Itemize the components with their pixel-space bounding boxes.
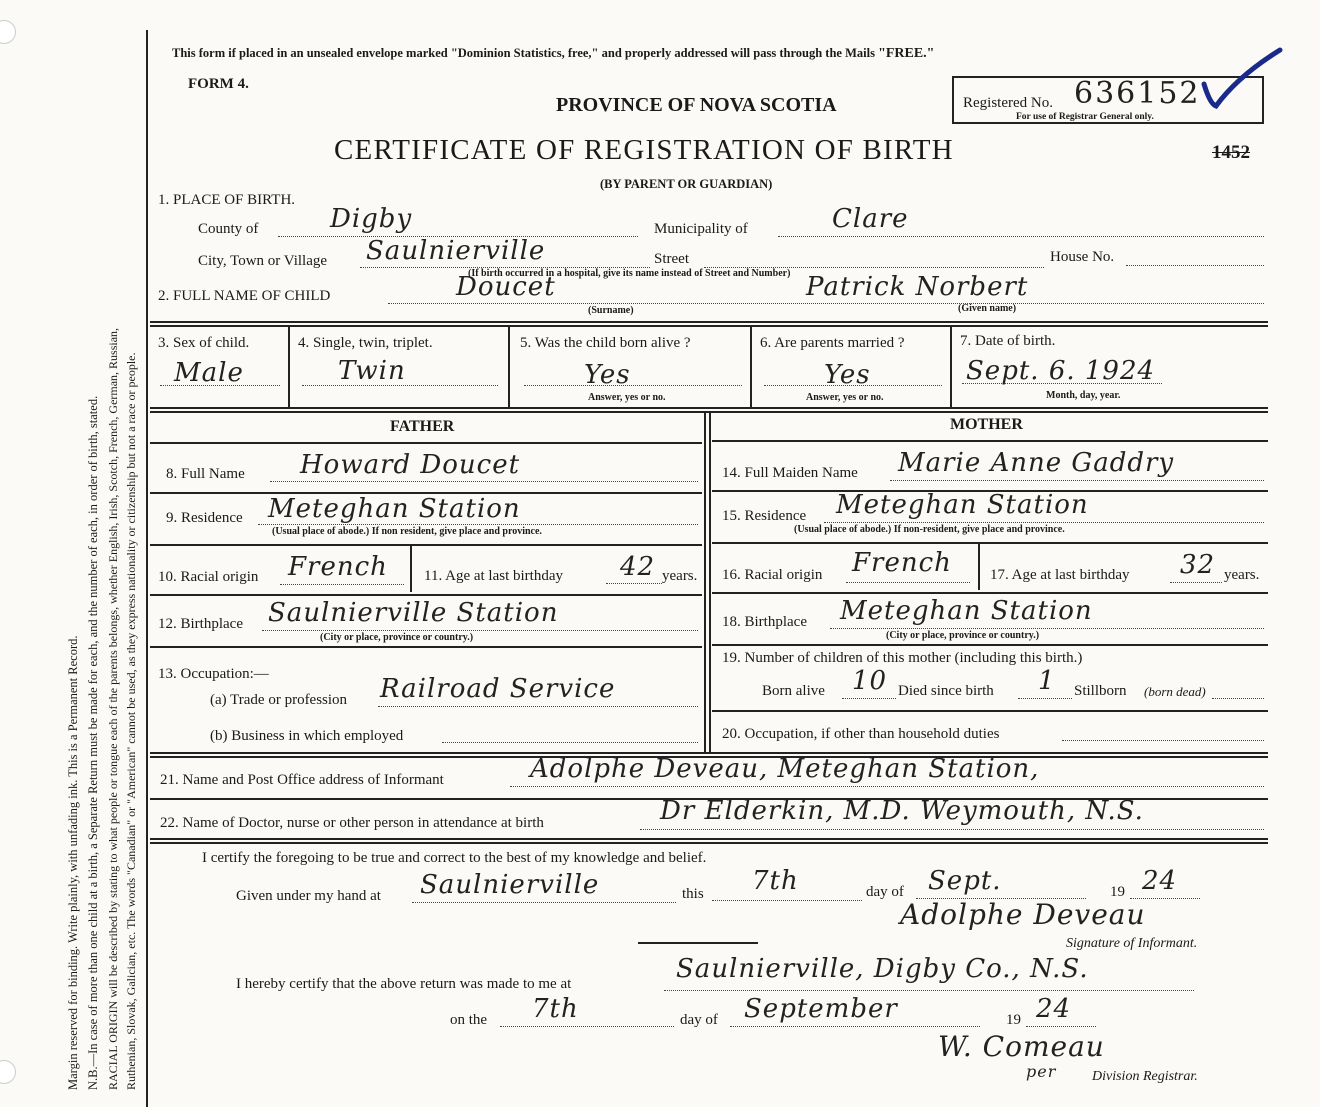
sex-value: Male (174, 358, 244, 388)
punch-hole (0, 20, 16, 44)
certificate-subtitle: (BY PARENT OR GUARDIAN) (600, 177, 773, 191)
father-occupation-label: 13. Occupation:— (158, 666, 269, 682)
hospital-note: (If birth occurred in a hospital, give its name instead of Street and Number) (468, 268, 791, 279)
form-number: FORM 4. (188, 76, 249, 92)
division-registrar-caption: Division Registrar. (1092, 1069, 1198, 1084)
mother-birthplace-value: Meteghan Station (840, 596, 1093, 626)
given-place-value: Saulnierville (420, 870, 600, 900)
date-of-birth-value: Sept. 6. 1924 (966, 356, 1156, 386)
mother-name-label: 14. Full Maiden Name (722, 465, 858, 481)
father-racial-value: French (288, 552, 388, 582)
binding-margin (0, 0, 148, 1107)
municipality-label: Municipality of (654, 221, 748, 237)
mother-age-divider (978, 544, 980, 590)
mother-rule (712, 710, 1268, 712)
row3-divider (508, 327, 510, 407)
born-alive-count-line (842, 698, 896, 699)
county-value: Digby (330, 204, 413, 234)
mother-birthplace-caption: (City or place, province or country.) (886, 630, 1040, 641)
child-given-name: Patrick Norbert (806, 272, 1029, 302)
parents-married-caption: Answer, yes or no. (806, 392, 884, 403)
given-under-hand-label: Given under my hand at (236, 888, 381, 904)
father-rule (150, 544, 702, 546)
margin-rule (146, 30, 148, 1107)
certify-top-rule (150, 838, 1268, 840)
died-value: 1 (1038, 666, 1056, 696)
informant-label: 21. Name and Post Office address of Informant (160, 772, 444, 788)
multiple-birth-value: Twin (338, 356, 406, 386)
doctor-label: 22. Name of Doctor, nurse or other person in attendance at birth (160, 815, 544, 831)
return-year-line (1026, 1026, 1096, 1027)
father-birthplace-caption: (City or place, province or country.) (320, 632, 474, 643)
father-rule (150, 594, 702, 596)
father-age-label: 11. Age at last birthday (424, 568, 563, 584)
month-value: Sept. (928, 866, 1002, 896)
punch-hole (0, 1060, 16, 1084)
mother-racial-value: French (852, 548, 952, 578)
mother-age-label: 17. Age at last birthday (990, 567, 1130, 583)
return-day-value: 7th (532, 994, 579, 1024)
died-line (1018, 698, 1072, 699)
house-line (1126, 265, 1264, 266)
registrar-signature: W. Comeau (938, 1030, 1105, 1063)
father-business-line (442, 742, 698, 743)
born-alive-count-label: Born alive (762, 683, 825, 699)
corner-number: 1452 (1212, 142, 1250, 163)
father-business-label: (b) Business in which employed (210, 728, 404, 744)
mother-children-label: 19. Number of children of this mother (including this birth.) (722, 650, 1083, 666)
born-alive-count-value: 10 (852, 666, 888, 696)
return-day-of-label: day of (680, 1012, 718, 1028)
province-heading: PROVINCE OF NOVA SCOTIA (556, 94, 837, 116)
margin-note-racial: RACIAL ORIGIN will be described by stating to what people or tongue each of the parents belongs, whether English, Irish, Scotch, French, German, Russian, (106, 327, 120, 1090)
separator-rule (638, 942, 758, 944)
informant-signature-caption: Signature of Informant. (1066, 936, 1198, 951)
return-place-line (664, 990, 1194, 991)
stillborn-line (1212, 698, 1264, 699)
house-label: House No. (1050, 249, 1115, 265)
father-heading: FATHER (390, 418, 455, 435)
father-age-line (606, 583, 662, 584)
return-month-value: September (744, 994, 898, 1024)
father-rule (150, 442, 702, 444)
registered-label: Registered No. (963, 95, 1053, 111)
father-age-value: 42 (620, 552, 656, 582)
died-label: Died since birth (898, 683, 994, 699)
father-trade-label: (a) Trade or profession (210, 692, 348, 708)
given-caption: (Given name) (958, 303, 1017, 314)
place-of-birth-heading: 1. PLACE OF BIRTH. (158, 192, 296, 208)
father-name-line (270, 481, 698, 482)
father-racial-label: 10. Racial origin (158, 569, 259, 585)
return-label: I hereby certify that the above return was made to me at (236, 976, 572, 992)
mother-age-line (1170, 582, 1222, 583)
mother-birthplace-line (830, 628, 1264, 629)
registrar-per: per (1026, 1062, 1057, 1081)
child-surname: Doucet (456, 272, 556, 302)
parents-divider-2 (709, 413, 711, 753)
margin-note-racial-2: Ruthenian, Slovak, Galician, etc. The words "Canadian" or "American" cannot be used, as they express nationality or citizenship but not a race or people. (124, 352, 138, 1090)
row3-divider (288, 327, 290, 407)
city-label: City, Town or Village (198, 253, 328, 269)
mother-age-unit: years. (1224, 567, 1260, 583)
registrar-note: For use of Registrar General only. (1016, 112, 1154, 122)
father-age-divider (410, 546, 412, 592)
parents-top-rule (150, 407, 1268, 409)
on-the-label: on the (450, 1012, 488, 1028)
born-alive-answer: Yes (584, 360, 631, 390)
multiple-birth-label: 4. Single, twin, triplet. (298, 335, 433, 351)
stillborn-note: (born dead) (1144, 684, 1206, 699)
father-name-label: 8. Full Name (166, 466, 245, 482)
father-residence-caption: (Usual place of abode.) If non resident, give place and province. (272, 526, 542, 537)
mother-residence-label: 15. Residence (722, 508, 807, 524)
given-place-line (412, 902, 676, 903)
father-birthplace-label: 12. Birthplace (158, 616, 243, 632)
doctor-line (640, 829, 1264, 830)
father-birthplace-value: Saulnierville Station (268, 598, 559, 628)
mother-age-value: 32 (1180, 550, 1216, 580)
county-label: County of (198, 221, 259, 237)
mother-racial-label: 16. Racial origin (722, 567, 823, 583)
born-alive-question-label: 5. Was the child born alive ? (520, 335, 691, 351)
mother-rule (712, 542, 1268, 544)
registered-number: 636152 (1074, 76, 1201, 111)
row3-divider (750, 327, 752, 407)
mother-rule (712, 440, 1268, 442)
day-line (712, 900, 862, 901)
this-label: this (682, 886, 704, 902)
mother-residence-line (824, 522, 1264, 523)
date-of-birth-caption: Month, day, year. (1046, 390, 1121, 401)
mother-rule (712, 644, 1268, 646)
mother-name-value: Marie Anne Gaddry (898, 448, 1175, 478)
born-alive-line (524, 385, 742, 386)
city-value: Saulnierville (366, 236, 546, 266)
municipality-value: Clare (832, 204, 909, 234)
father-residence-line (258, 524, 698, 525)
mother-residence-caption: (Usual place of abode.) If non-resident, give place and province. (794, 524, 1065, 535)
doctor-value: Dr Elderkin, M.D. Weymouth, N.S. (660, 796, 1144, 826)
child-name-label: 2. FULL NAME OF CHILD (158, 288, 331, 304)
return-year-prefix: 19 (1006, 1012, 1021, 1028)
father-residence-value: Meteghan Station (268, 494, 521, 524)
check-mark-icon (1198, 46, 1288, 116)
date-of-birth-label: 7. Date of birth. (960, 333, 1056, 349)
father-racial-line (280, 584, 404, 585)
informant-signature: Adolphe Deveau (900, 898, 1146, 931)
father-trade-value: Railroad Service (380, 674, 616, 704)
born-alive-caption: Answer, yes or no. (588, 392, 666, 403)
mother-occupation-label: 20. Occupation, if other than household duties (722, 726, 1000, 742)
father-trade-line (378, 706, 698, 707)
row3-top-rule-2 (150, 325, 1268, 327)
municipality-line (778, 236, 1264, 237)
street-label: Street (654, 251, 689, 267)
margin-note-nb: N.B.—In case of more than one child at a birth, a Separate Return must be made for each, and the number of each, in order of birth, stated. (86, 395, 100, 1090)
mailing-notice: This form if placed in an unsealed envelope marked "Dominion Statistics, free," and properly addressed will pass through the Mails "FREE." (172, 46, 935, 61)
certificate-title: CERTIFICATE OF REGISTRATION OF BIRTH (334, 134, 954, 166)
year-value: 24 (1142, 866, 1178, 896)
parents-married-answer: Yes (824, 360, 871, 390)
return-place-value: Saulnierville, Digby Co., N.S. (676, 954, 1089, 984)
father-age-unit: years. (662, 568, 698, 584)
sex-label: 3. Sex of child. (158, 335, 250, 351)
mother-rule (712, 592, 1268, 594)
year-prefix: 19 (1110, 884, 1125, 900)
mother-occupation-line (1062, 740, 1264, 741)
stillborn-label: Stillborn (1074, 683, 1127, 699)
father-rule (150, 646, 702, 648)
mother-name-line (890, 480, 1264, 481)
certify-top-rule-2 (150, 842, 1268, 844)
mother-heading: MOTHER (950, 416, 1023, 433)
mother-racial-line (846, 582, 970, 583)
father-birthplace-line (262, 630, 698, 631)
day-of-label: day of (866, 884, 904, 900)
informant-value: Adolphe Deveau, Meteghan Station, (530, 754, 1040, 784)
row3-top-rule (150, 321, 1268, 323)
mother-residence-value: Meteghan Station (836, 490, 1089, 520)
day-value: 7th (752, 866, 799, 896)
margin-note-binding: Margin reserved for binding. Write plainly, with unfading ink. This is a Permanent Record. (66, 635, 80, 1090)
father-residence-label: 9. Residence (166, 510, 243, 526)
return-year-value: 24 (1036, 994, 1072, 1024)
parents-divider (704, 413, 706, 753)
row3-divider (950, 327, 952, 407)
child-name-line (388, 303, 1264, 304)
certify-statement: I certify the foregoing to be true and correct to the best of my knowledge and belief. (202, 850, 707, 866)
father-name-value: Howard Doucet (300, 450, 521, 480)
surname-caption: (Surname) (588, 305, 634, 316)
mother-birthplace-label: 18. Birthplace (722, 614, 807, 630)
informant-line (510, 786, 1264, 787)
return-day-line (500, 1026, 674, 1027)
parents-married-label: 6. Are parents married ? (760, 335, 905, 351)
return-month-line (730, 1026, 980, 1027)
